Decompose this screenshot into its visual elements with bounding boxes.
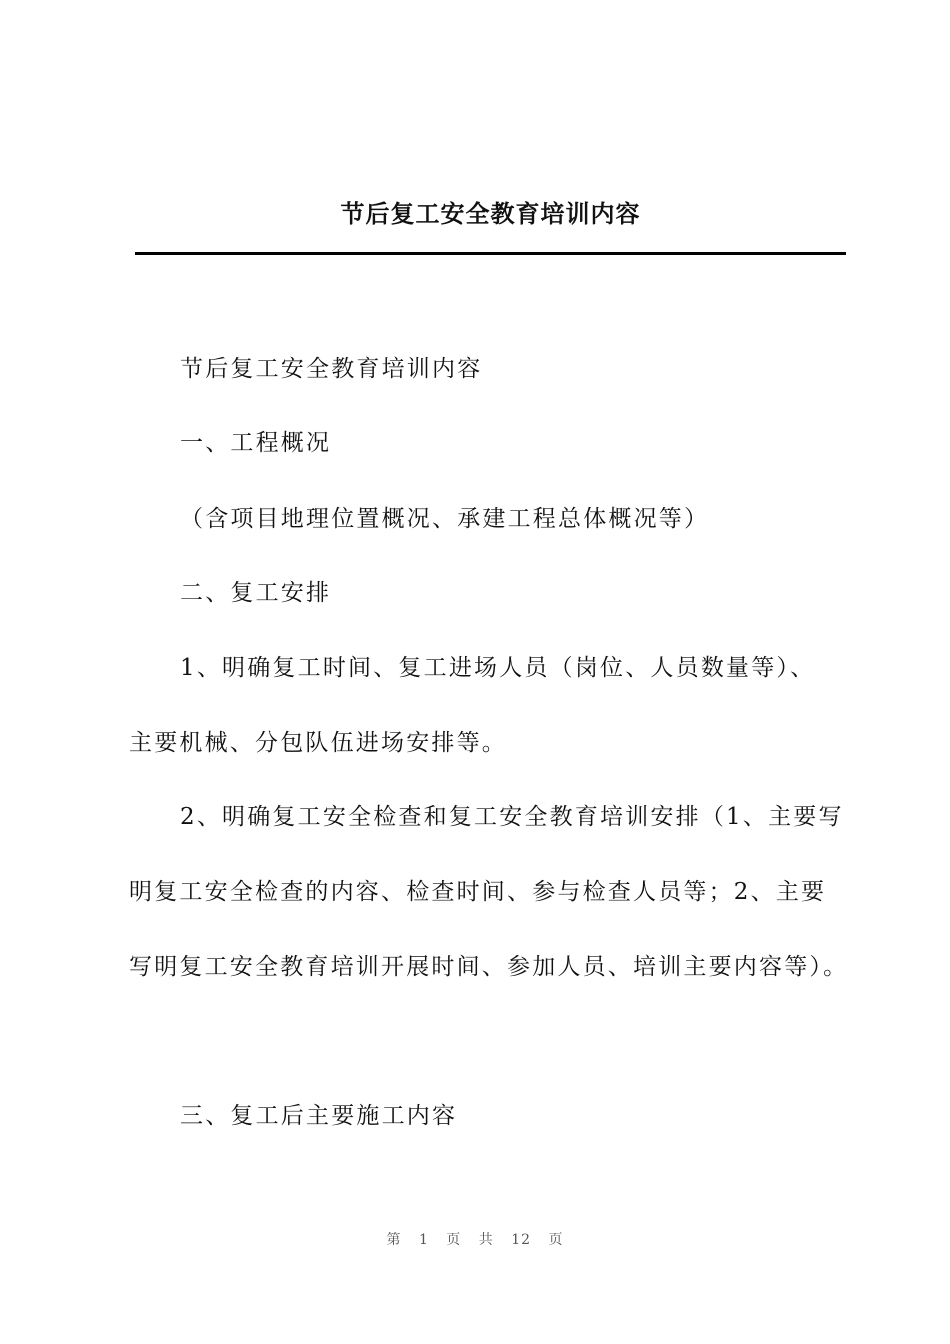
body-text-line: 明复工安全检查的内容、检查时间、参与检查人员等；2、主要 xyxy=(129,879,827,905)
body-text-line: 主要机械、分包队伍进场安排等。 xyxy=(129,730,507,756)
body-text-line: 1、明确复工时间、复工进场人员（岗位、人员数量等）、 xyxy=(180,655,816,681)
section-heading-1: 一、工程概况 xyxy=(180,430,332,456)
document-title: 节后复工安全教育培训内容 xyxy=(340,199,641,228)
section-heading-2: 二、复工安排 xyxy=(180,580,332,606)
body-text-line: 2、明确复工安全检查和复工安全教育培训安排（1、主要写 xyxy=(180,804,844,830)
section-heading-3: 三、复工后主要施工内容 xyxy=(180,1103,458,1129)
page-number-footer: 第 1 页 共 12 页 xyxy=(386,1232,564,1248)
body-text-line: 写明复工安全教育培训开展时间、参加人员、培训主要内容等）。 xyxy=(129,954,849,980)
body-heading: 节后复工安全教育培训内容 xyxy=(180,356,483,382)
body-text-line: （含项目地理位置概况、承建工程总体概况等） xyxy=(180,506,710,532)
title-divider xyxy=(135,252,846,255)
